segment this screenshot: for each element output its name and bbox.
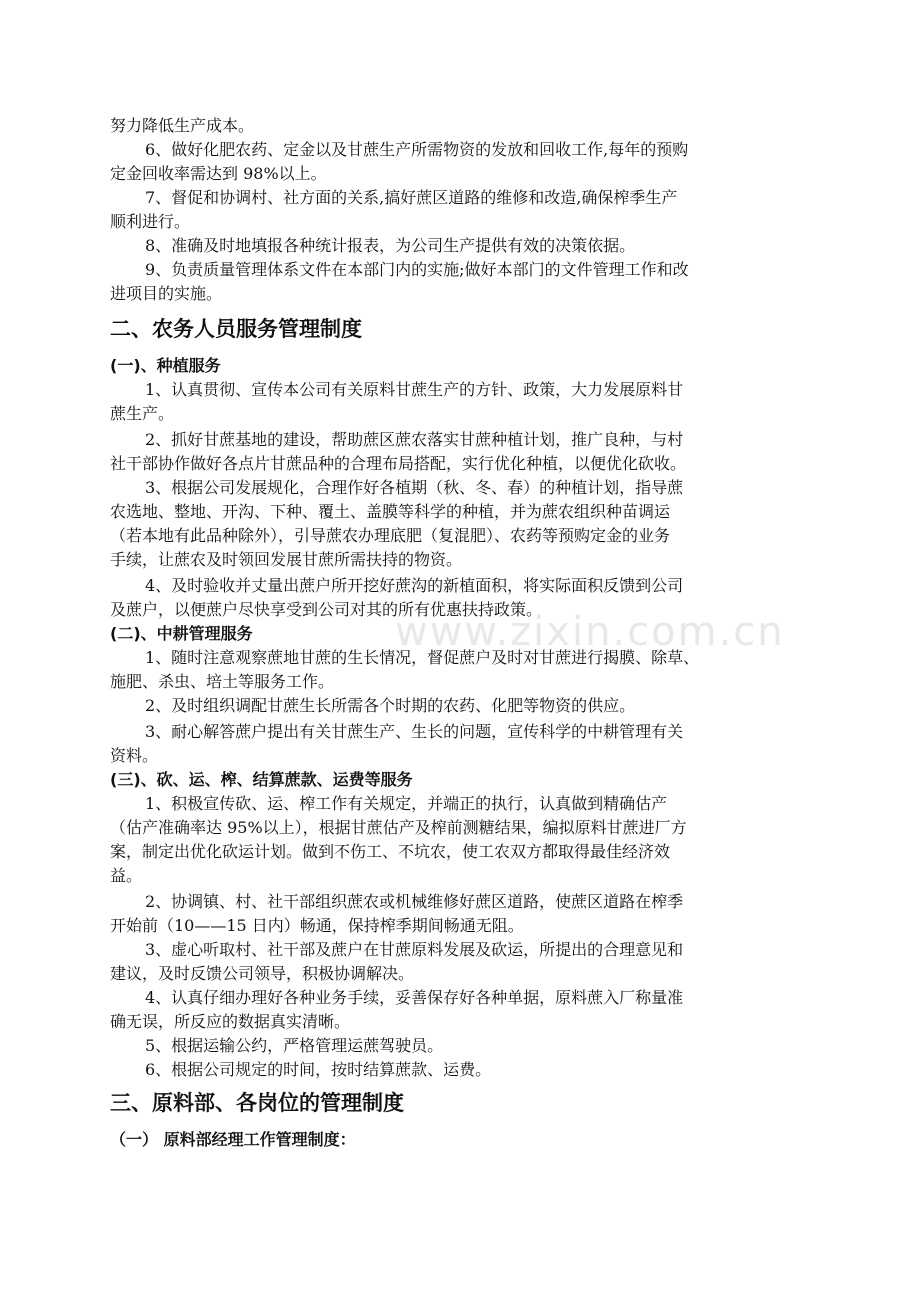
text-line: 4、认真仔细办理好各种业务手续，妥善保存好各种单据，原料蔗入厂称量准 bbox=[145, 988, 684, 1007]
text-line: 2、抓好甘蔗基地的建设，帮助蔗区蔗农落实甘蔗种植计划，推广良种，与村 bbox=[145, 430, 684, 449]
text-line: 3、根据公司发展规化，合理作好各植期（秋、冬、春）的种植计划，指导蔗 bbox=[145, 478, 684, 497]
text-line: 1、积极宣传砍、运、榨工作有关规定，并端正的执行，认真做到精确估产 bbox=[145, 794, 668, 813]
text-line: 手续，让蔗农及时领回发展甘蔗所需扶持的物资。 bbox=[110, 550, 463, 569]
watermark: www.zixin.com.cn bbox=[395, 609, 785, 655]
text-line: 4、及时验收并丈量出蔗户所开挖好蔗沟的新植面积，将实际面积反馈到公司 bbox=[145, 576, 684, 595]
subsection-heading-planting: (一)、种植服务 bbox=[110, 356, 221, 375]
text-line: 定金回收率需达到 98%以上。 bbox=[110, 164, 327, 183]
text-line: 2、及时组织调配甘蔗生长所需各个时期的农药、化肥等物资的供应。 bbox=[145, 696, 636, 715]
text-line: 社干部协作做好各点片甘蔗品种的合理布局搭配，实行优化种植，以便优化砍收。 bbox=[110, 454, 687, 473]
text-line: 9、负责质量管理体系文件在本部门内的实施;做好本部门的文件管理工作和改 bbox=[145, 260, 689, 279]
text-line: （估产准确率达 95%以上），根据甘蔗估产及榨前测糖结果，编拟原料甘蔗进厂方 bbox=[110, 818, 687, 837]
text-line: 施肥、杀虫、培土等服务工作。 bbox=[110, 672, 335, 691]
text-line: 建议，及时反馈公司领导，积极协调解决。 bbox=[110, 964, 415, 983]
text-line: 益。 bbox=[110, 866, 143, 885]
text-line: 8、准确及时地填报各种统计报表，为公司生产提供有效的决策依据。 bbox=[145, 236, 636, 255]
text-line: 蔗生产。 bbox=[110, 404, 175, 423]
text-line: 1、随时注意观察蔗地甘蔗的生长情况，督促蔗户及时对甘蔗进行揭膜、除草、 bbox=[145, 648, 700, 667]
text-line: 努力降低生产成本。 bbox=[110, 116, 255, 135]
text-line: 6、根据公司规定的时间，按时结算蔗款、运费。 bbox=[145, 1060, 492, 1079]
text-line: 6、做好化肥农药、定金以及甘蔗生产所需物资的发放和回收工作,每年的预购 bbox=[145, 140, 689, 159]
text-line: 开始前（10——15 日内）畅通，保持榨季期间畅通无阻。 bbox=[110, 916, 524, 935]
text-line: 农选地、整地、开沟、下种、覆土、盖膜等科学的种植，并为蔗农组织种苗调运 bbox=[110, 502, 671, 521]
text-line: 3、耐心解答蔗户提出有关甘蔗生产、生长的问题，宣传科学的中耕管理有关 bbox=[145, 722, 684, 741]
section-heading-2: 二、农务人员服务管理制度 bbox=[110, 317, 362, 341]
subsection-heading-cultivation: (二)、中耕管理服务 bbox=[110, 624, 253, 643]
text-line: 2、协调镇、村、社干部组织蔗农或机械维修好蔗区道路，使蔗区道路在榨季 bbox=[145, 892, 684, 911]
text-line: 进项目的实施。 bbox=[110, 284, 223, 303]
section-heading-3: 三、原料部、各岗位的管理制度 bbox=[110, 1091, 404, 1115]
text-line: 顺利进行。 bbox=[110, 212, 191, 231]
text-line: （若本地有此品种除外），引导蔗农办理底肥（复混肥）、农药等预购定金的业务 bbox=[110, 526, 671, 545]
text-line: 资料。 bbox=[110, 746, 159, 765]
text-line: 案，制定出优化砍运计划。做到不伤工、不坑农，使工农双方都取得最佳经济效 bbox=[110, 842, 671, 861]
text-line: 3、虚心听取村、社干部及蔗户在甘蔗原料发展及砍运，所提出的合理意见和 bbox=[145, 940, 684, 959]
text-line: 及蔗户，以便蔗户尽快享受到公司对其的所有优惠扶持政策。 bbox=[110, 600, 543, 619]
text-line: 7、督促和协调村、社方面的关系,搞好蔗区道路的维修和改造,确保榨季生产 bbox=[145, 188, 678, 207]
subsection-heading-manager: （一） 原料部经理工作管理制度： bbox=[110, 1130, 356, 1149]
text-line: 5、根据运输公约，严格管理运蔗驾驶员。 bbox=[145, 1036, 444, 1055]
text-line: 1、认真贯彻、宣传本公司有关原料甘蔗生产的方针、政策，大力发展原料甘 bbox=[145, 380, 684, 399]
text-line: 确无误，所反应的数据真实清晰。 bbox=[110, 1012, 351, 1031]
subsection-heading-harvest: (三)、砍、运、榨、结算蔗款、运费等服务 bbox=[110, 770, 413, 789]
